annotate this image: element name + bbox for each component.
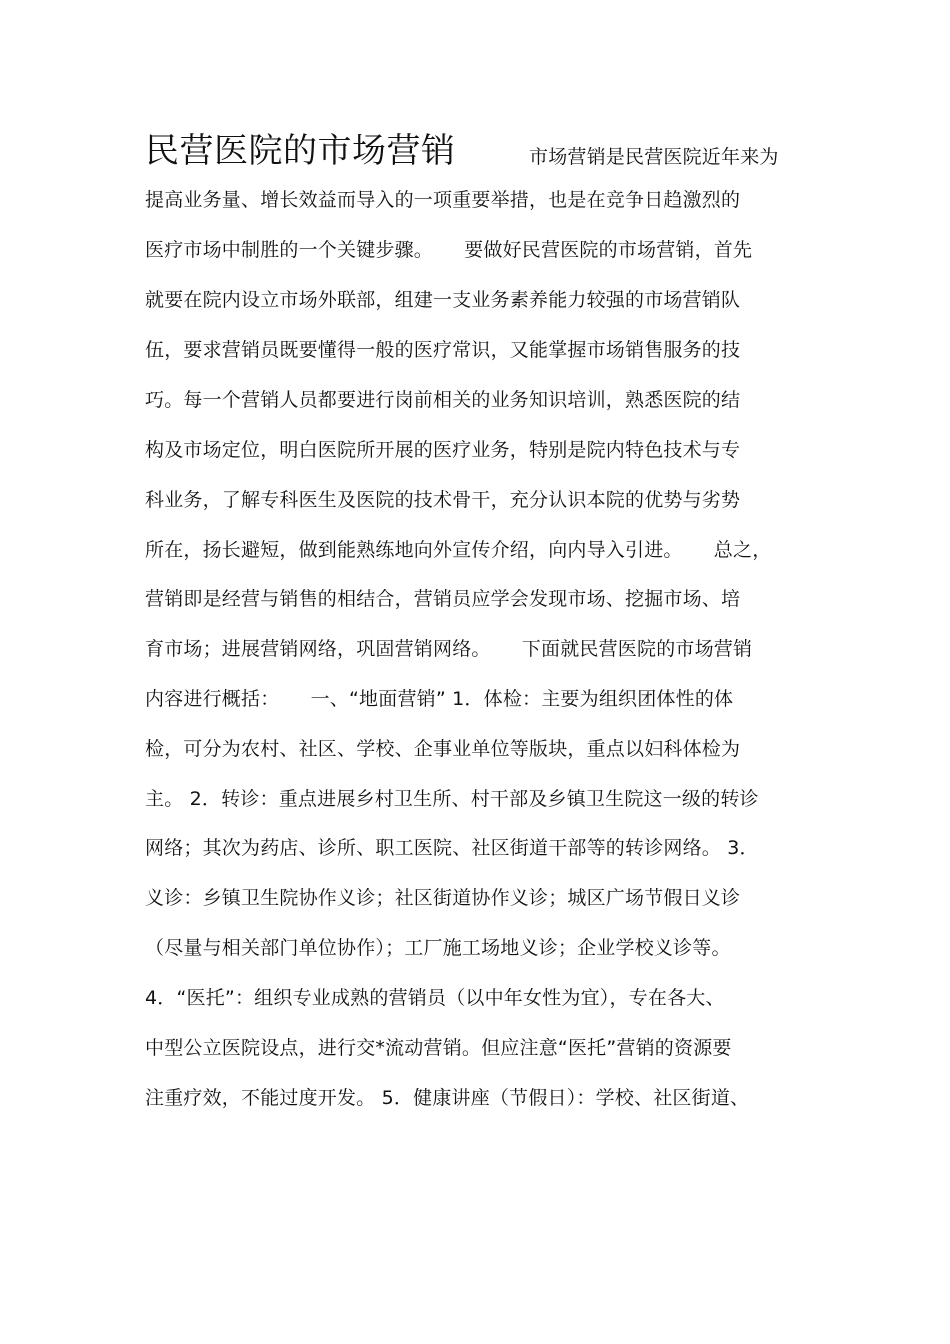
document-title: 民营医院的市场营销: [145, 131, 456, 171]
paragraph-line-11: 育市场；进展营销网络，巩固营销网络。 下面就民营医院的市场营销: [145, 638, 753, 660]
paragraph-line-15: 网络；其次为药店、诊所、职工医院、社区街道干部等的转诊网络。 3．: [145, 837, 759, 859]
paragraph-line-2: 提高业务量、增长效益而导入的一项重要举措，也是在竞争日趋激烈的: [145, 189, 741, 211]
paragraph-line-8: 科业务，了解专科医生及医院的技术骨干，充分认识本院的优势与劣势: [145, 489, 741, 511]
paragraph-line-6: 巧。每一个营销人员都要进行岗前相关的业务知识培训，熟悉医院的结: [145, 389, 741, 411]
paragraph-line-7: 构及市场定位，明白医院所开展的医疗业务，特别是院内特色技术与专: [145, 439, 741, 461]
paragraph-line-4: 就要在院内设立市场外联部，组建一支业务素养能力较强的市场营销队: [145, 289, 741, 311]
paragraph-line-5: 伍，要求营销员既要懂得一般的医疗常识，又能掌握市场销售服务的技: [145, 339, 741, 361]
paragraph-line-16: 义诊：乡镇卫生院协作义诊；社区街道协作义诊；城区广场节假日义诊: [145, 887, 741, 909]
paragraph-line-9: 所在，扬长避短，做到能熟练地向外宣传介绍，向内导入引进。 总之，: [145, 539, 772, 561]
paragraph-line-17: （尽量与相关部门单位协作）；工厂施工场地义诊；企业学校义诊等。: [145, 937, 731, 959]
paragraph-line-3: 医疗市场中制胜的一个关键步骤。 要做好民营医院的市场营销，首先: [145, 239, 753, 261]
paragraph-line-12: 内容进行概括： 一、“地面营销” 1．体检：主要为组织团体性的体: [145, 688, 734, 710]
paragraph-line-20: 注重疗效，不能过度开发。 5．健康讲座（节假日）：学校、社区街道、: [145, 1087, 750, 1109]
paragraph-line-1: 市场营销是民营医院近年来为: [529, 146, 779, 168]
paragraph-line-13: 检，可分为农村、社区、学校、企事业单位等版块，重点以妇科体检为: [145, 738, 741, 760]
paragraph-line-19: 中型公立医院设点，进行交*流动营销。但应注意“医托”营销的资源要: [145, 1037, 732, 1059]
paragraph-line-10: 营销即是经营与销售的相结合，营销员应学会发现市场、挖掘市场、培: [145, 588, 741, 610]
paragraph-line-14: 主。 2．转诊：重点进展乡村卫生所、村干部及乡镇卫生院这一级的转诊: [145, 788, 759, 810]
paragraph-line-18: 4．“医托”：组织专业成熟的营销员（以中年女性为宜），专在各大、: [145, 987, 725, 1009]
